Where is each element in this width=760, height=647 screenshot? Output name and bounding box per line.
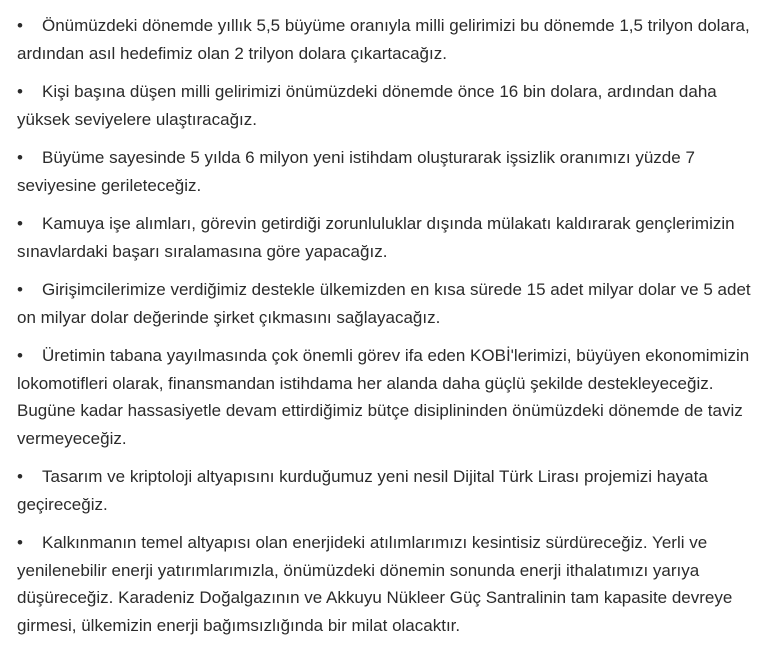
list-item-text: Üretimin tabana yayılmasında çok önemli görev ifa eden KOBİ'lerimizi, büyüyen ekonomimizin lokomotifleri olarak, finansmandan istihdama her alanda daha güçlü şekilde destekleyeceğiz. Bugüne kadar hassasiyetle devam ettirdiğimiz bütçe disiplininden önümüzdeki dönemde de taviz vermeyeceğiz. (17, 346, 750, 448)
bullet-icon: • (17, 214, 23, 233)
list-item (0, 463, 760, 518)
bullet-icon: • (17, 467, 23, 486)
list-item-text: Girişimcilerimize verdiğimiz destekle ülkemizden en kısa sürede 15 adet milyar dolar ve 5 adet on milyar dolar değerinde şirket çıkmasını sağlayacağız. (17, 280, 751, 327)
bullet-icon: • (17, 148, 23, 167)
bullet-icon: • (17, 533, 23, 552)
bullet-icon: • (17, 280, 23, 299)
list-item (0, 529, 760, 639)
bullet-icon: • (17, 82, 23, 101)
list-item (0, 144, 760, 199)
list-item-text: Kalkınmanın temel altyapısı olan enerjideki atılımlarımızı kesintisiz sürdüreceğiz. Yerli ve yenilenebilir enerji yatırımlarımızla, önümüzdeki dönemin sonunda enerji ithalatımızı yarıya düşüreceğiz. Karadeniz Doğalgazının ve Akkuyu Nükleer Güç Santralinin tam kapasite devreye girmesi, ülkemizin enerji bağımsızlığında bir milat olacaktır. (17, 533, 733, 635)
list-item (0, 276, 760, 331)
list-item (0, 12, 760, 67)
list-item-text: Önümüzdeki dönemde yıllık 5,5 büyüme oranıyla milli gelirimizi bu dönemde 1,5 trilyon dolara, ardından asıl hedefimiz olan 2 trilyon dolara çıkartacağız. (17, 16, 750, 63)
bullet-icon: • (17, 16, 23, 35)
list-item (0, 78, 760, 133)
bullet-icon: • (17, 346, 23, 365)
list-item (0, 210, 760, 265)
list-item (0, 342, 760, 452)
list-item-text: Tasarım ve kriptoloji altyapısını kurduğumuz yeni nesil Dijital Türk Lirası projemizi hayata geçireceğiz. (17, 467, 708, 514)
list-item-text: Kamuya işe alımları, görevin getirdiği zorunluluklar dışında mülakatı kaldırarak gençlerimizin sınavlardaki başarı sıralamasına göre yapacağız. (17, 214, 735, 261)
list-item-text: Kişi başına düşen milli gelirimizi önümüzdeki dönemde önce 16 bin dolara, ardından daha yüksek seviyelere ulaştıracağız. (17, 82, 717, 129)
list-item-text: Büyüme sayesinde 5 yılda 6 milyon yeni istihdam oluşturarak işsizlik oranımızı yüzde 7 seviyesine gerileteceğiz. (17, 148, 695, 195)
